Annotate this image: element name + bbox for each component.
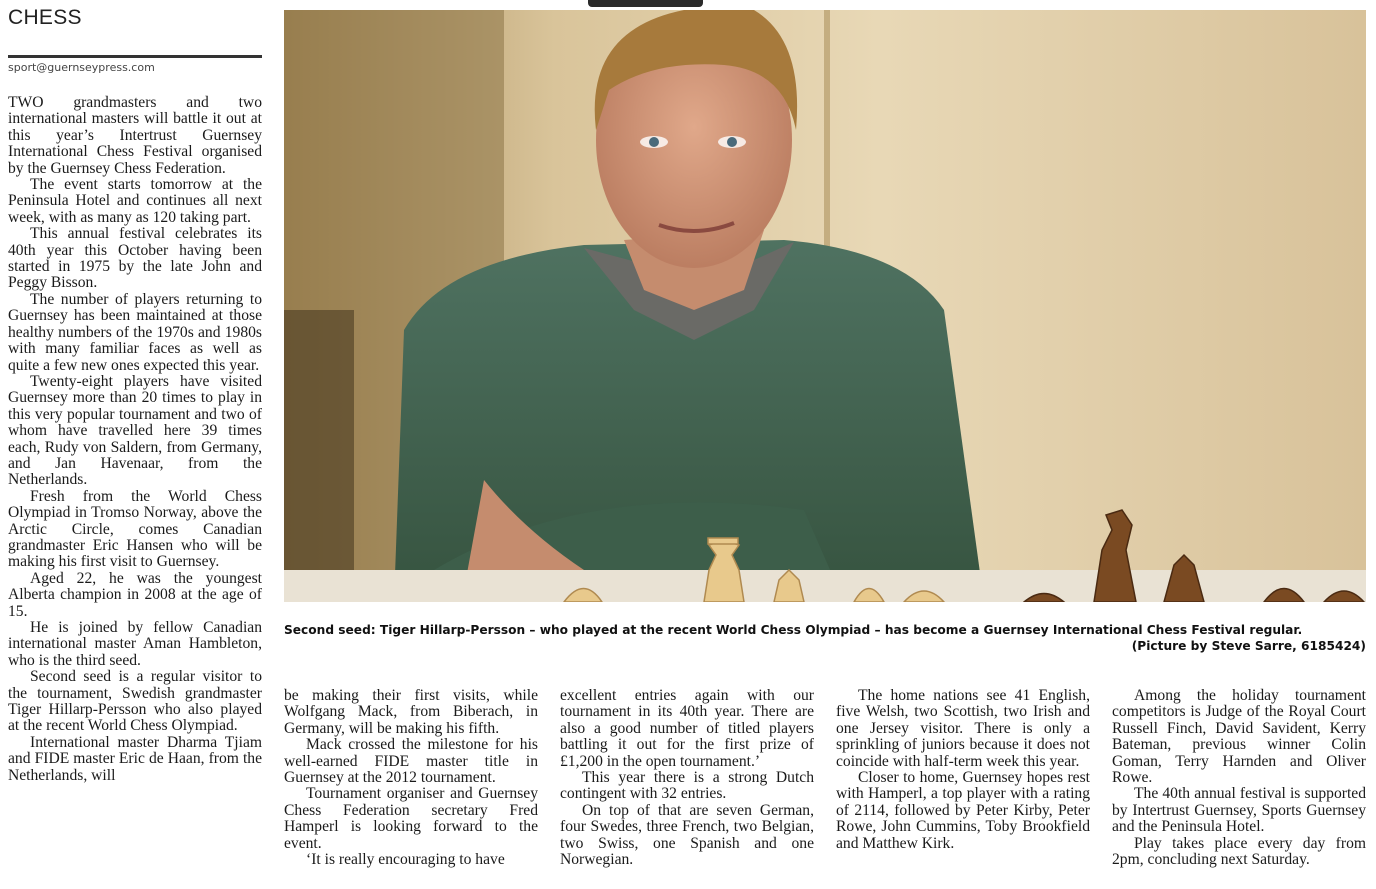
paragraph: International master Dharma Tjiam and FIDE master Eric de Haan, from the Netherlands, will [8,733,262,784]
photo-tab [588,0,703,7]
paragraph: The 40th annual festival is supported by Intertrust Guernsey, Sports Guernsey and the Peninsula Hotel. [1112,785,1366,836]
player-photo [284,10,1366,602]
contact-email[interactable]: sport@guernseypress.com [8,61,155,74]
paragraph: Fresh from the World Chess Olympiad in Tromso Norway, above the Arctic Circle, comes Canadian grandmaster Eric Hansen who will be making his first visit to Guernsey. [8,487,262,571]
paragraph: The home nations see 41 English, five Welsh, two Scottish, two Irish and one Jersey visitor. There is only a sprinkling of juniors because it does not coincide with half-term week this year. [836,687,1090,770]
paragraph: Aged 22, he was the youngest Alberta champion in 2008 at the age of 15. [8,569,262,620]
paragraph: On top of that are seven German, four Swedes, three French, two Belgian, two Swiss, one Spanish and one Norwegian. [560,801,814,869]
photo-caption [284,622,1366,654]
paragraph: excellent entries again with our tournament in its 40th year. There are also a good number of titled players battling it out for the first prize of £1,200 in the open tournament.’ [560,687,814,770]
article-column-5 [1112,688,1366,868]
paragraph: Twenty-eight players have visited Guernsey more than 20 times to play in this very popular tournament and two of whom have travelled here 39 times each, Rudy von Saldern, from Germany, and Jan Havenaar, from the Netherlands. [8,372,262,489]
article-column-4 [836,688,1090,852]
paragraph: Among the holiday tournament competitors is Judge of the Royal Court Russell Finch, David Savident, Kerry Bateman, previous winner Colin Goman, Terry Harnden and Oliver Rowe. [1112,687,1366,787]
paragraph: He is joined by fellow Canadian international master Aman Hambleton, who is the third seed. [8,619,262,669]
paragraph: be making their first visits, while Wolfgang Mack, from Biberach, in Germany, will be making his fifth. [284,687,538,737]
paragraph: Mack crossed the milestone for his well-earned FIDE master title in Guernsey at the 2012 tournament. [284,736,538,787]
paragraph: TWO grandmasters and two international masters will battle it out at this year’s Intertrust Guernsey International Chess Festival organised by the Guernsey Chess Federation. [8,94,262,177]
header-rule [8,55,262,58]
article-column-1 [8,95,262,784]
caption-text: Second seed: Tiger Hillarp-Persson – who played at the recent World Chess Olympiad – has become a Guernsey International Chess Festival regular. [284,623,1303,637]
article-column-2 [284,688,538,868]
section-title: CHESS [8,6,82,29]
paragraph: Tournament organiser and Guernsey Chess Federation secretary Fred Hamperl is looking forward to the event. [284,785,538,852]
paragraph: The number of players returning to Guernsey has been maintained at those healthy numbers of the 1970s and 1980s with many familiar faces as well as quite a few new ones expected this year. [8,290,262,374]
paragraph: Play takes place every day from 2pm, concluding next Saturday. [1112,834,1366,869]
photo-credit: (Picture by Steve Sarre, 6185424) [1131,639,1366,653]
article-column-3 [560,688,814,868]
paragraph: Second seed is a regular visitor to the tournament, Swedish grandmaster Tiger Hillarp-Persson who also played at the recent World Chess Olympiad. [8,668,262,735]
paragraph: This annual festival celebrates its 40th year this October having been started in 1975 by the late John and Peggy Bisson. [8,225,262,292]
paragraph: ‘It is really encouraging to have [306,851,505,869]
paragraph: The event starts tomorrow at the Peninsula Hotel and continues all next week, with as many as 120 taking part. [8,176,262,226]
paragraph: This year there is a strong Dutch contingent with 32 entries. [560,769,814,803]
paragraph: Closer to home, Guernsey hopes rest with Hamperl, a top player with a rating of 2114, followed by Peter Kirby, Peter Rowe, John Cummins, Toby Brookfield and Matthew Kirk. [836,769,1090,852]
